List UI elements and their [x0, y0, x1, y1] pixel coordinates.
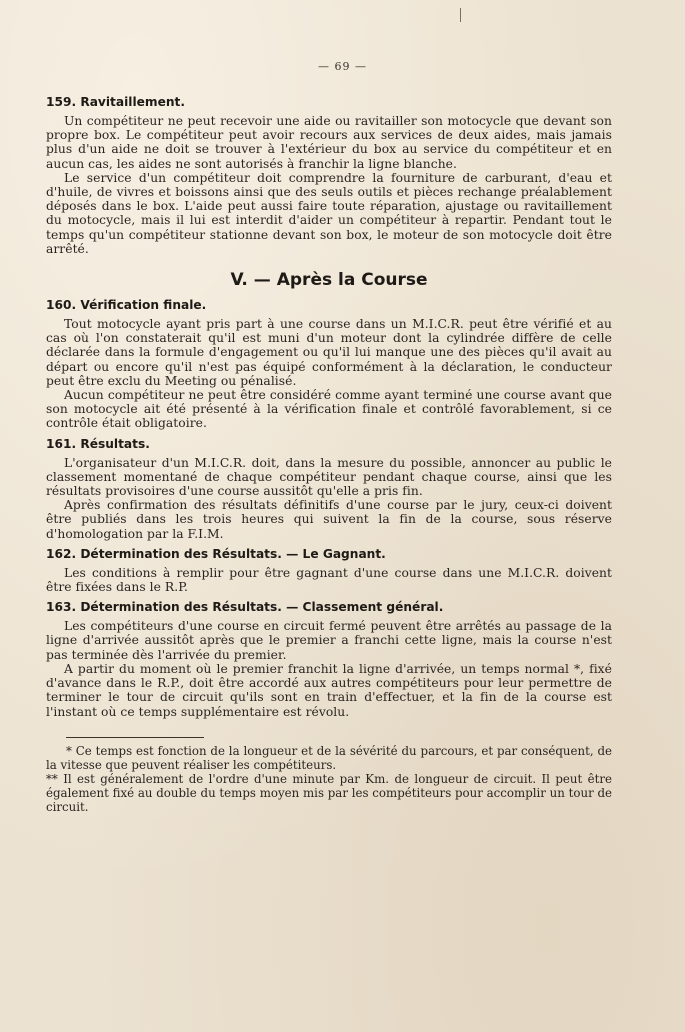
section-162	[46, 547, 612, 594]
fold-mark	[460, 8, 461, 22]
page-number: — 69 —	[318, 60, 367, 73]
paragraph: L'organisateur d'un M.I.C.R. doit, dans la mesure du possible, annoncer au public le classement momentané de chaque compétiteur pendant chaque course, ainsi que les résultats provisoires d'une course aussitôt qu'elle a pris fin.	[46, 455, 612, 499]
paragraph: Le service d'un compétiteur doit comprendre la fourniture de carburant, d'eau et d'huile, de vivres et boissons ainsi que des seuls outils et pièces rechange préalablement déposés dans le box. L'aide peut aussi faire toute réparation, ajustage ou ravitaillement du motocycle, mais il lui est interdit d'aider un compétiteur à repartir. Pendant tout le temps qu'un compétiteur stationne devant son box, le moteur de son motocycle doit être arrêté.	[46, 170, 612, 256]
footnote-divider	[66, 737, 204, 738]
section-161	[46, 437, 612, 541]
section-heading: 163. Détermination des Résultats. — Classement général.	[46, 600, 444, 615]
page-content	[46, 95, 612, 814]
section-heading: 159. Ravitaillement.	[46, 95, 185, 109]
section-heading: 162. Détermination des Résultats. — Le Gagnant.	[46, 546, 386, 561]
section-heading: 161. Résultats.	[46, 436, 150, 451]
footnote: ** Il est généralement de l'ordre d'une minute par Km. de longueur de circuit. Il peut être également fixé au double du temps moyen mis par les compétiteurs pour accomplir un tour de circuit.	[46, 771, 612, 814]
section-159	[46, 95, 612, 256]
paragraph: Tout motocycle ayant pris part à une course dans un M.I.C.R. peut être vérifié et au cas où l'on constaterait qu'il est muni d'un moteur dont la cylindrée diffère de celle déclarée dans la formule d'engagement ou qu'il lui manque une des pièces qu'il avait au départ ou encore qu'il n'est pas équipé conformément à la déclaration, le conducteur peut être exclu du Meeting ou pénalisé.	[46, 317, 612, 388]
paragraph: A partir du moment où le premier franchit la ligne d'arrivée, un temps normal *, fixé d'avance dans le R.P., doit être accordé aux autres compétiteurs pour leur permettre de terminer le tour de circuit qu'ils sont en train d'effectuer, et la fin de la course est l'instant où ce temps supplémentaire est révolu.	[46, 661, 612, 719]
paragraph: Après confirmation des résultats définitifs d'une course par le jury, ceux-ci doivent être publiés dans les trois heures qui suivent la fin de la course, sous réserve d'homologation par la F.I.M.	[46, 498, 612, 541]
paragraph: Les conditions à remplir pour être gagnant d'une course dans une M.I.C.R. doivent être fixées dans le R.P.	[46, 565, 612, 595]
paragraph: Aucun compétiteur ne peut être considéré comme ayant terminé une course avant que son motocycle ait été présenté à la vérification finale et contrôlé favorablement, si ce contrôle était obligatoire.	[46, 388, 612, 431]
paragraph: Un compétiteur ne peut recevoir une aide ou ravitailler son motocycle que devant son propre box. Le compétiteur peut avoir recours aux services de deux aides, mais jamais plus d'un aide ne doit se trouver à l'extérieur du box au service du compétiteur et en aucun cas, les aides ne sont autorisés à franchir la ligne blanche.	[46, 114, 612, 171]
section-heading: 160. Vérification finale.	[46, 298, 207, 313]
footnote: * Ce temps est fonction de la longueur et de la sévérité du parcours, et par conséquent, de la vitesse que peuvent réaliser les compétiteurs.	[46, 743, 612, 772]
section-160	[46, 298, 612, 431]
part-title: V. — Après la Course	[230, 270, 428, 291]
paragraph: Les compétiteurs d'une course en circuit fermé peuvent être arrêtés au passage de la ligne d'arrivée aussitôt après que le premier a franchi cette ligne, mais la course n'est pas terminée dès l'arrivée du premier.	[46, 619, 612, 662]
section-163	[46, 600, 612, 718]
